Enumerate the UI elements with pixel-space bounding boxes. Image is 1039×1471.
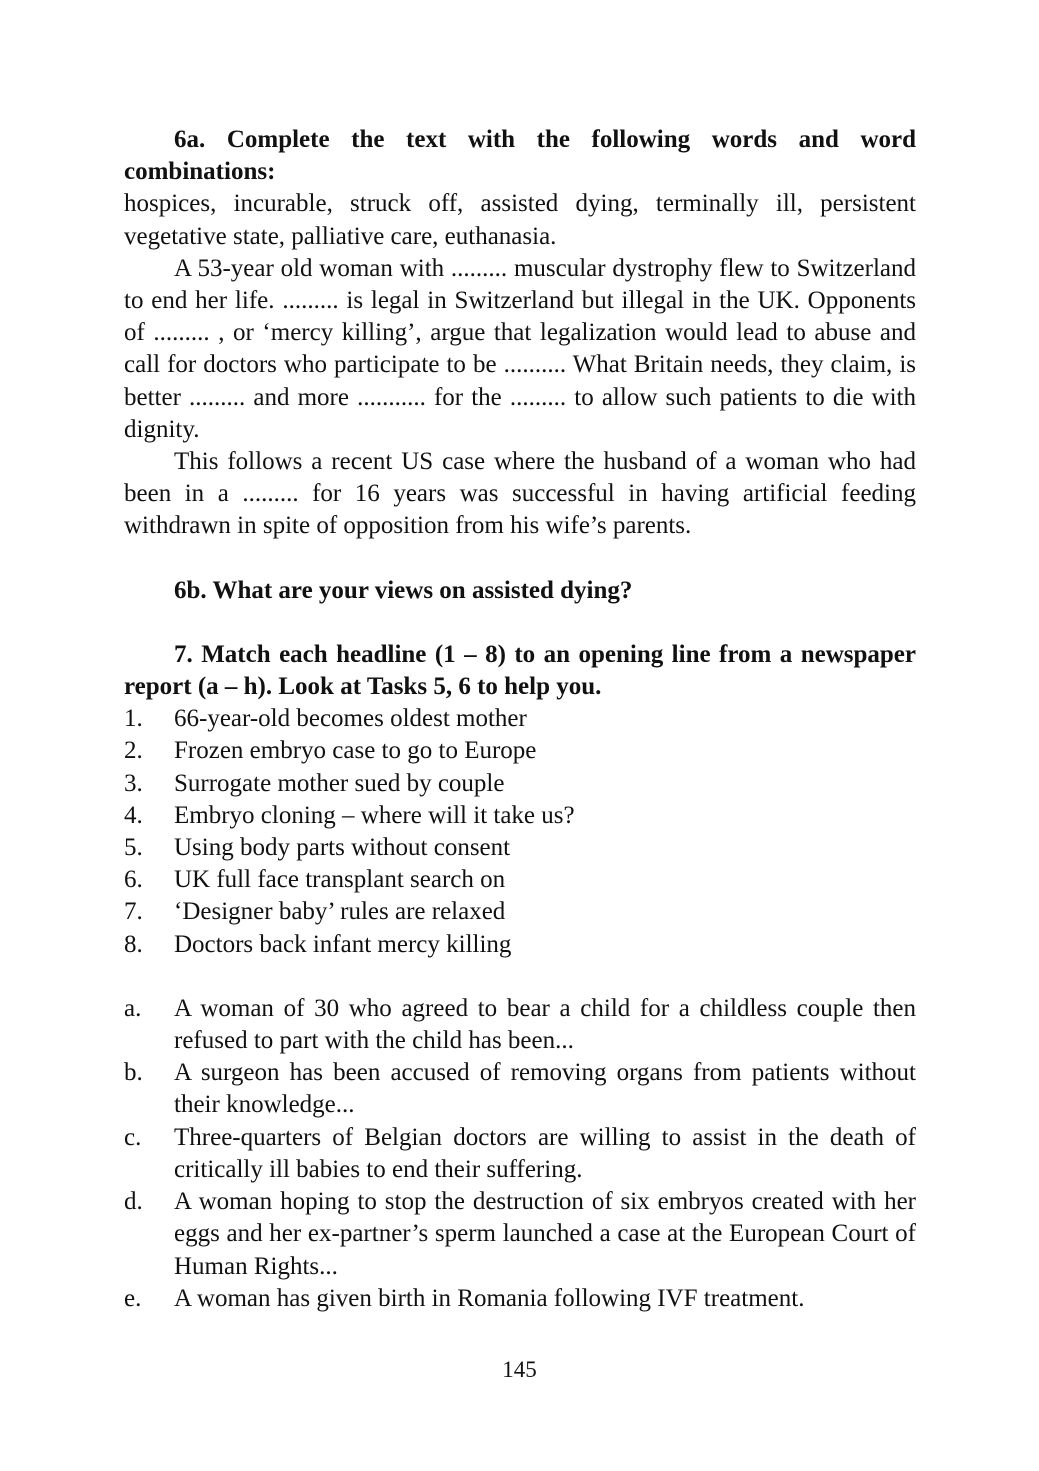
headline-item (124, 864, 916, 896)
task-6a-word-list: hospices, incurable, struck off, assisted dying, terminally ill, persistent vegetative state, palliative care, euthanasia. (124, 190, 916, 250)
opening-line-letter: e. (124, 1284, 142, 1312)
opening-line-item (124, 993, 916, 1057)
page-content (124, 124, 916, 1315)
headline-text: Surrogate mother sued by couple (174, 769, 505, 797)
headline-item (124, 768, 916, 800)
headline-item (124, 703, 916, 735)
opening-line-text: A woman has given birth in Romania following IVF treatment. (174, 1284, 805, 1312)
opening-line-text: A surgeon has been accused of removing organs from patients without their knowledge... (174, 1059, 916, 1119)
headline-item (124, 832, 916, 864)
opening-line-letter: a. (124, 994, 142, 1022)
opening-line-text: A woman of 30 who agreed to bear a child for a childless couple then refused to part with the child has been... (174, 994, 916, 1055)
spacer (124, 961, 916, 993)
opening-line-letter: d. (124, 1188, 143, 1216)
headline-number: 1. (124, 705, 143, 733)
headline-item (124, 929, 916, 961)
headline-item (124, 735, 916, 767)
headline-item (124, 896, 916, 928)
headline-text: Using body parts without consent (174, 834, 511, 862)
task-6b-heading: 6b. What are your views on assisted dying? (174, 576, 633, 604)
headline-text: Embryo cloning – where will it take us? (174, 801, 575, 829)
headline-number: 5. (124, 834, 143, 862)
headline-number: 6. (124, 866, 143, 894)
headline-text: 66-year-old becomes oldest mother (174, 705, 527, 733)
task-6a-paragraph-1: A 53-year old woman with ......... muscular dystrophy flew to Switzerland to end her life. ......... is legal in Switzerland but illegal in the UK. Opponents of ......... , or ‘mercy killing’, argue that legalization would lead to abuse and call for doctors who participate to be .......... What Britain needs, they claim, is better ......... and more ........... for the ......... to allow such patients to die with dignity. (124, 254, 916, 443)
headline-text: Frozen embryo case to go to Europe (174, 737, 537, 765)
opening-line-list (124, 993, 916, 1315)
headline-number: 4. (124, 801, 143, 829)
headline-number: 7. (124, 898, 143, 926)
page-number: 145 (502, 1357, 537, 1382)
opening-line-text: A woman hoping to stop the destruction of six embryos created with her eggs and her ex-partner’s sperm launched a case at the European Court of Human Rights... (174, 1188, 916, 1280)
task-7-heading: 7. Match each headline (1 – 8) to an opening line from a newspaper report (a – h). Look at Tasks 5, 6 to help you. (124, 640, 916, 701)
opening-line-letter: c. (124, 1123, 142, 1151)
headline-number: 3. (124, 769, 143, 797)
headline-number: 2. (124, 737, 143, 765)
headline-text: Doctors back infant mercy killing (174, 930, 512, 958)
headline-list (124, 703, 916, 961)
spacer (124, 543, 916, 575)
headline-number: 8. (124, 930, 143, 958)
headline-text: UK full face transplant search on (174, 866, 506, 894)
opening-line-item (124, 1122, 916, 1186)
headline-text: ‘Designer baby’ rules are relaxed (174, 898, 506, 926)
task-6a-heading: 6a. Complete the text with the following words and word combinations: (124, 126, 916, 186)
opening-line-item (124, 1283, 916, 1315)
opening-line-item (124, 1057, 916, 1121)
opening-line-text: Three-quarters of Belgian doctors are willing to assist in the death of critically ill babies to end their suffering. (174, 1123, 916, 1183)
task-6a-paragraph-2: This follows a recent US case where the husband of a woman who had been in a ......... for 16 years was successful in having artificial feeding withdrawn in spite of opposition from his wife’s parents. (124, 448, 916, 540)
spacer (124, 607, 916, 639)
opening-line-letter: b. (124, 1059, 143, 1087)
opening-line-item (124, 1186, 916, 1283)
headline-item (124, 800, 916, 832)
